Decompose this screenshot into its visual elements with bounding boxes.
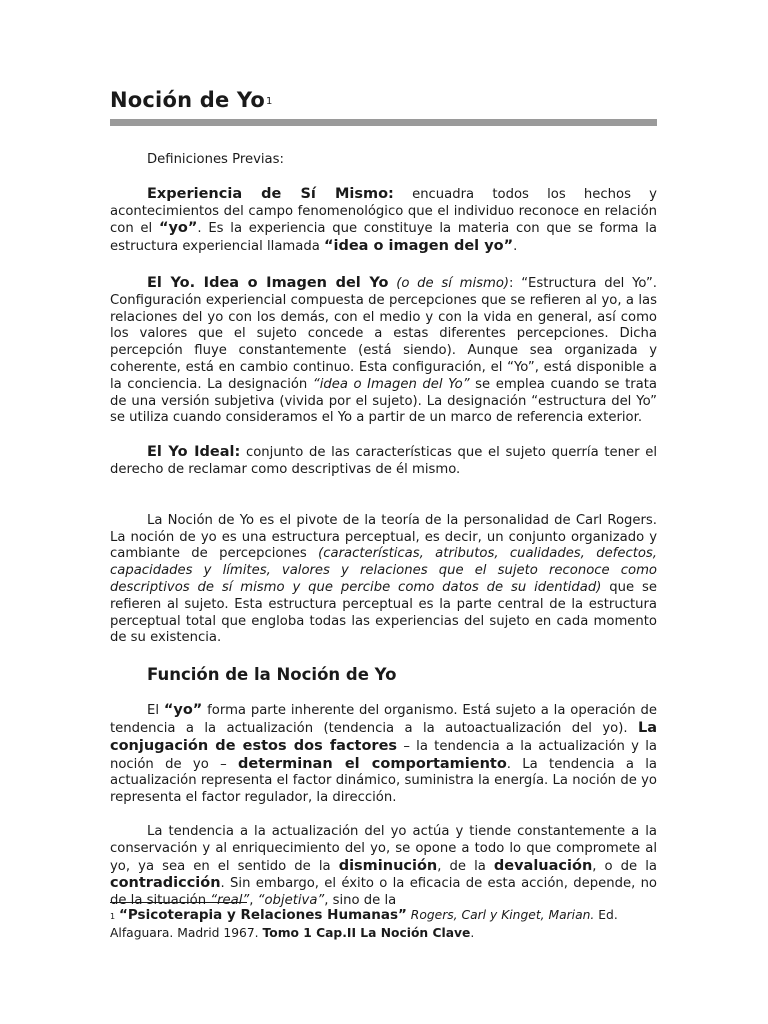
definition-yo: El Yo. Idea o Imagen del Yo (o de sí mismo): “Estructura del Yo”. Configuración experiencial compuesta de percepciones que se refieren al yo, a las relaciones del yo con los demás, con el medio y con la vida en general, así como los valores que el sujeto concede a estas diferentes percepciones. Dicha percepción fluye constantemente (está siendo). Aunque sea organizada y coherente, está en cambio continuo. Esta configuración, el “Yo”, está disponible a la conciencia. La designación “idea o Imagen del Yo” se emplea cuando se trata de una versión subjetiva (vivida por el sujeto). La designación “estructura del Yo” se utiliza cuando consideramos el Yo a partir de un marco de referencia exterior. bbox=[110, 274, 657, 426]
section-heading: Función de la Noción de Yo bbox=[147, 665, 397, 685]
footnote: $^1$ “Psicoterapia y Relaciones Humanas” Rogers, Carl y Kinget, Marian. Ed. Alfaguara. Madrid 1967. Tomo 1 Cap.II La Noción Clave. bbox=[110, 907, 618, 940]
footnote-separator bbox=[110, 902, 247, 903]
paragraph-tendencia: La tendencia a la actualización del yo actúa y tiende constantemente a la conservación y al enriquecimiento del yo, se opone a todo lo que compromete al yo, ya sea en el sentido de la disminución, de la devaluación, o de la contradicción. Sin embargo, el éxito o la eficacia de esta acción, depende, no de la situación “real”, “objetiva”, sino de la bbox=[110, 823, 657, 909]
definition-term: El Yo. Idea o Imagen del Yo bbox=[147, 274, 389, 291]
definition-term: Experiencia de Sí Mismo: bbox=[147, 185, 394, 202]
intro-line: Definiciones Previas: bbox=[147, 152, 284, 167]
page-content bbox=[110, 84, 657, 910]
footnote-chapter: Tomo 1 Cap.II La Noción Clave bbox=[262, 926, 471, 940]
footnote-marker: 1 bbox=[110, 912, 116, 921]
footnote-ref: 1 bbox=[266, 96, 273, 107]
title-rule bbox=[110, 119, 657, 126]
definition-experiencia: Experiencia de Sí Mismo: encuadra todos los hechos y acontecimientos del campo fenomenológico que el individuo reconoce en relación con el “yo”. Es la experiencia que constituye la materia con que se forma la estructura experiencial llamada “idea o imagen del yo”. bbox=[110, 185, 657, 255]
definition-term: El Yo Ideal: bbox=[147, 444, 241, 461]
footnote-authors: Rogers, Carl y Kinget, Marian. bbox=[406, 908, 595, 922]
page-title bbox=[110, 84, 657, 116]
footnote-title: “Psicoterapia y Relaciones Humanas” bbox=[119, 907, 407, 923]
definition-yo-ideal: El Yo Ideal: conjunto de las características que el sujeto querría tener el derecho de reclamar como descriptivas de él mismo. bbox=[110, 444, 658, 477]
paragraph-rogers: La Noción de Yo es el pivote de la teoría de la personalidad de Carl Rogers. La noción de yo es una estructura perceptual, es decir, un conjunto organizado y cambiante de percepciones (características, atributos, cualidades, defectos, capacidades y límites, valores y relaciones que el sujeto reconoce como descriptivos de sí mismo y que percibe como datos de su identidad) que se refieren al sujeto. Esta estructura perceptual es la parte central de la estructura perceptual total que engloba todas las experiencias del sujeto en cada momento de su existencia. bbox=[110, 512, 657, 646]
paragraph-funcion: El “yo” forma parte inherente del organismo. Está sujeto a la operación de tendencia a la actualización (tendencia a la autoactualización del yo). La conjugación de estos dos factores – la tendencia a la actualización y la noción de yo – determinan el comportamiento. La tendencia a la actualización representa el factor dinámico, suministra la energía. La noción de yo representa el factor regulador, la dirección. bbox=[110, 702, 657, 806]
title-text: Noción de Yo bbox=[110, 88, 266, 112]
